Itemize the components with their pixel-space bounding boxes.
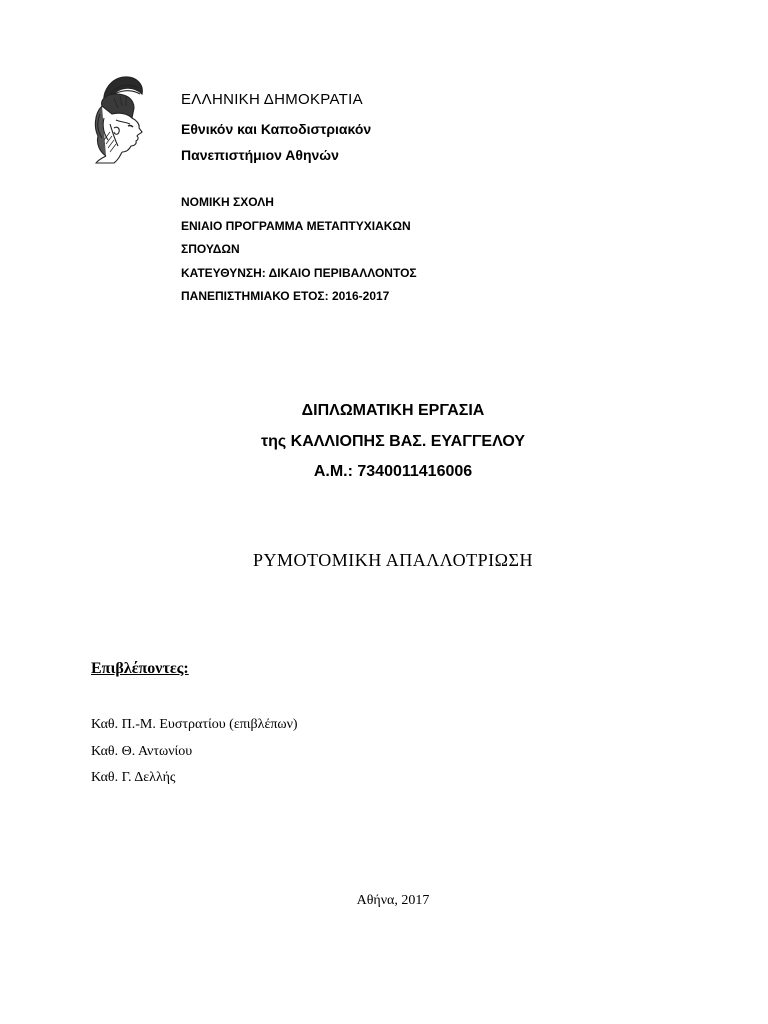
academic-year: ΠΑΝΕΠΙΣΤΗΜΙΑΚΟ ΕΤΟΣ: 2016-2017 — [181, 289, 390, 303]
supervisors-list — [91, 716, 298, 796]
registration-number: Α.Μ.: 7340011416006 — [313, 463, 473, 480]
specialization: ΚΑΤΕΥΘΥΝΣΗ: ΔΙΚΑΙΟ ΠΕΡΙΒΑΛΛΟΝΤΟΣ — [181, 265, 417, 280]
athena-head-logo-icon — [84, 74, 150, 166]
supervisor-item: Καθ. Γ. Δελλής — [91, 770, 176, 785]
thesis-title: ΡΥΜΟΤΟΜΙΚΗ ΑΠΑΛΛΟΤΡΙΩΣΗ — [253, 550, 533, 570]
university-name-line-1: Εθνικόν και Καποδιστριακόν — [181, 121, 372, 137]
supervisor-item: Καθ. Π.-Μ. Ευστρατίου (επιβλέπων) — [91, 717, 298, 732]
school-name: ΝΟΜΙΚΗ ΣΧΟΛΗ — [181, 195, 274, 209]
supervisor-item: Καθ. Θ. Αντωνίου — [91, 743, 193, 759]
program-name-line-2: ΣΠΟΥΔΩΝ — [181, 242, 240, 256]
school-info-block — [181, 194, 417, 312]
program-name-line-1: ΕΝΙΑΙΟ ΠΡΟΓΡΑΜΜΑ ΜΕΤΑΠΤΥΧΙΑΚΩΝ — [181, 218, 411, 233]
thesis-author: της ΚΑΛΛΙΟΠΗΣ ΒΑΣ. ΕΥΑΓΓΕΛΟΥ — [260, 433, 526, 450]
thesis-type: ΔΙΠΛΩΜΑΤΙΚΗ ΕΡΓΑΣΙΑ — [301, 402, 485, 419]
university-name-line-2: Πανεπιστήμιον Αθηνών — [181, 147, 339, 163]
republic-label: ΕΛΛΗΝΙΚΗ ΔΗΜΟΚΡΑΤΙΑ — [181, 91, 363, 108]
supervisors-heading: Επιβλέποντες: — [91, 660, 189, 677]
place-and-date: Αθήνα, 2017 — [356, 893, 430, 908]
